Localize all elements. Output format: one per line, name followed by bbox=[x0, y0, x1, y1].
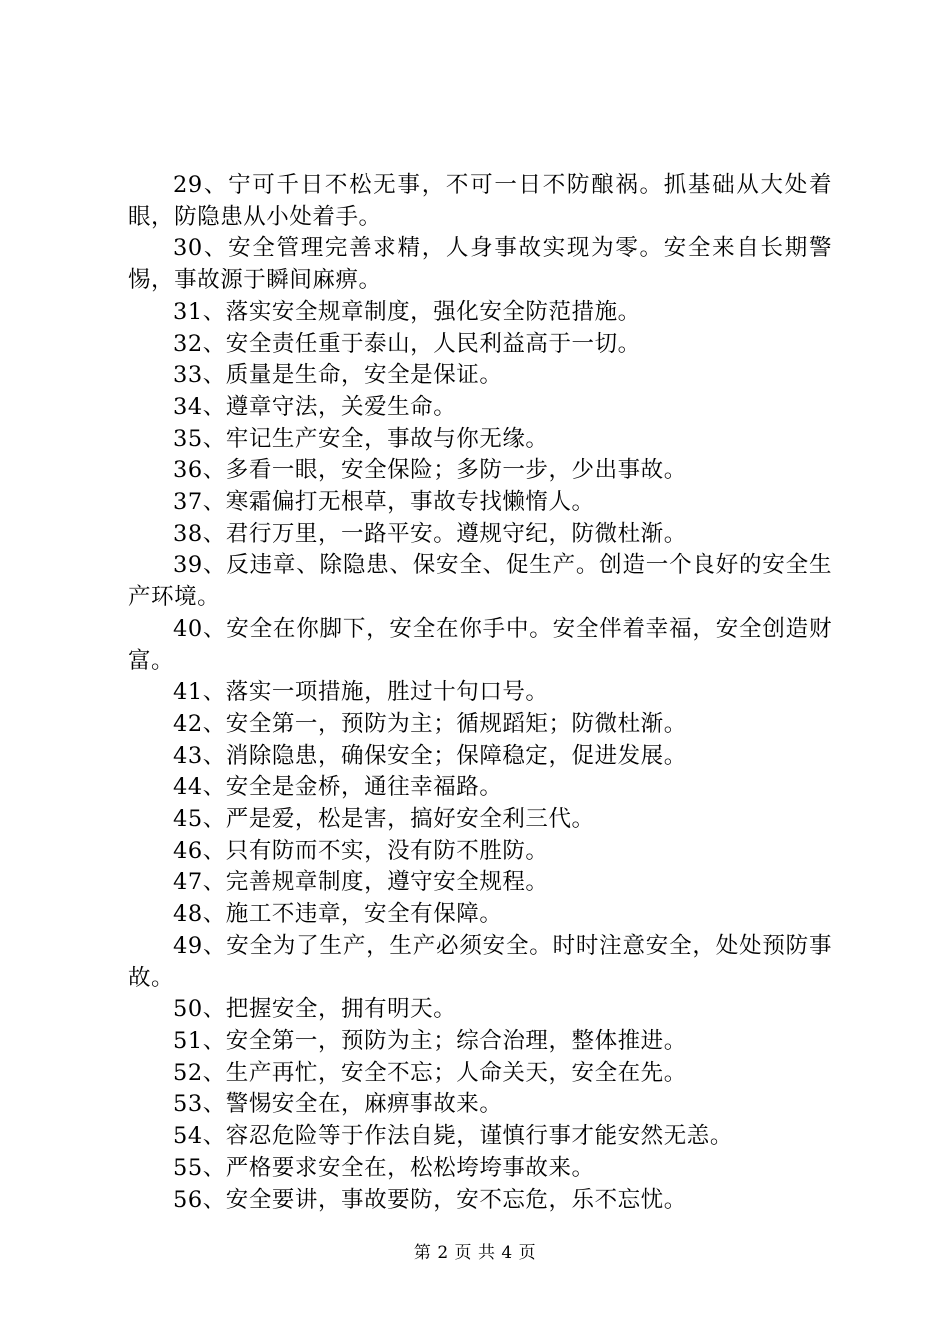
slogan-paragraph: 49、安全为了生产，生产必须安全。时时注意安全，处处预防事故。 bbox=[128, 932, 832, 991]
slogan-paragraph: 34、遵章守法，关爱生命。 bbox=[173, 393, 457, 420]
slogan-paragraph: 53、警惕安全在，麻痹事故来。 bbox=[173, 1091, 503, 1118]
slogan-paragraph: 42、安全第一，预防为主；循规蹈矩；防微杜渐。 bbox=[173, 710, 687, 737]
slogan-paragraph: 29、宁可千日不松无事，不可一日不防酿祸。抓基础从大处着眼，防隐患从小处着手。 bbox=[128, 172, 832, 230]
slogan-paragraph: 39、反违章、除隐患、保安全、促生产。创造一个良好的安全生产环境。 bbox=[128, 552, 832, 611]
slogan-paragraph: 43、消除隐患，确保安全；保障稳定，促进发展。 bbox=[173, 742, 687, 769]
slogan-paragraph: 36、多看一眼，安全保险；多防一步，少出事故。 bbox=[173, 457, 687, 484]
slogan-paragraph: 40、安全在你脚下，安全在你手中。安全伴着幸福，安全创造财富。 bbox=[128, 615, 832, 674]
page-number-footer: 第 2 页 共 4 页 bbox=[413, 1243, 537, 1263]
slogan-paragraph: 30、安全管理完善求精，人身事故实现为零。安全来自长期警惕，事故源于瞬间麻痹。 bbox=[128, 235, 832, 294]
slogan-paragraph: 45、严是爱，松是害，搞好安全利三代。 bbox=[173, 806, 595, 833]
slogan-paragraph: 55、严格要求安全在，松松垮垮事故来。 bbox=[173, 1154, 595, 1181]
slogan-paragraph: 32、安全责任重于泰山，人民利益高于一切。 bbox=[173, 330, 641, 357]
slogan-paragraph: 52、生产再忙，安全不忘；人命关天，安全在先。 bbox=[173, 1059, 687, 1086]
slogan-paragraph: 56、安全要讲，事故要防，安不忘危，乐不忘忧。 bbox=[173, 1186, 687, 1213]
slogan-paragraph: 54、容忍危险等于作法自毙，谨慎行事才能安然无恙。 bbox=[173, 1123, 733, 1150]
slogan-paragraph: 35、牢记生产安全，事故与你无缘。 bbox=[173, 425, 549, 452]
slogan-paragraph: 41、落实一项措施，胜过十句口号。 bbox=[173, 679, 549, 706]
slogan-paragraph: 46、只有防而不实，没有防不胜防。 bbox=[173, 837, 549, 864]
slogan-paragraph: 33、质量是生命，安全是保证。 bbox=[173, 362, 503, 389]
slogan-paragraph: 37、寒霜偏打无根草，事故专找懒惰人。 bbox=[173, 489, 595, 516]
slogan-paragraph: 44、安全是金桥，通往幸福路。 bbox=[173, 774, 503, 801]
slogan-paragraph: 31、落实安全规章制度，强化安全防范措施。 bbox=[173, 298, 641, 325]
slogan-paragraph: 47、完善规章制度，遵守安全规程。 bbox=[173, 869, 549, 896]
slogan-paragraph: 50、把握安全，拥有明天。 bbox=[173, 996, 457, 1023]
slogan-paragraph: 38、君行万里，一路平安。遵规守纪，防微杜渐。 bbox=[173, 520, 687, 547]
slogan-paragraph: 48、施工不违章，安全有保障。 bbox=[173, 901, 503, 928]
slogan-list bbox=[128, 170, 832, 1216]
slogan-paragraph: 51、安全第一，预防为主；综合治理，整体推进。 bbox=[173, 1027, 687, 1054]
